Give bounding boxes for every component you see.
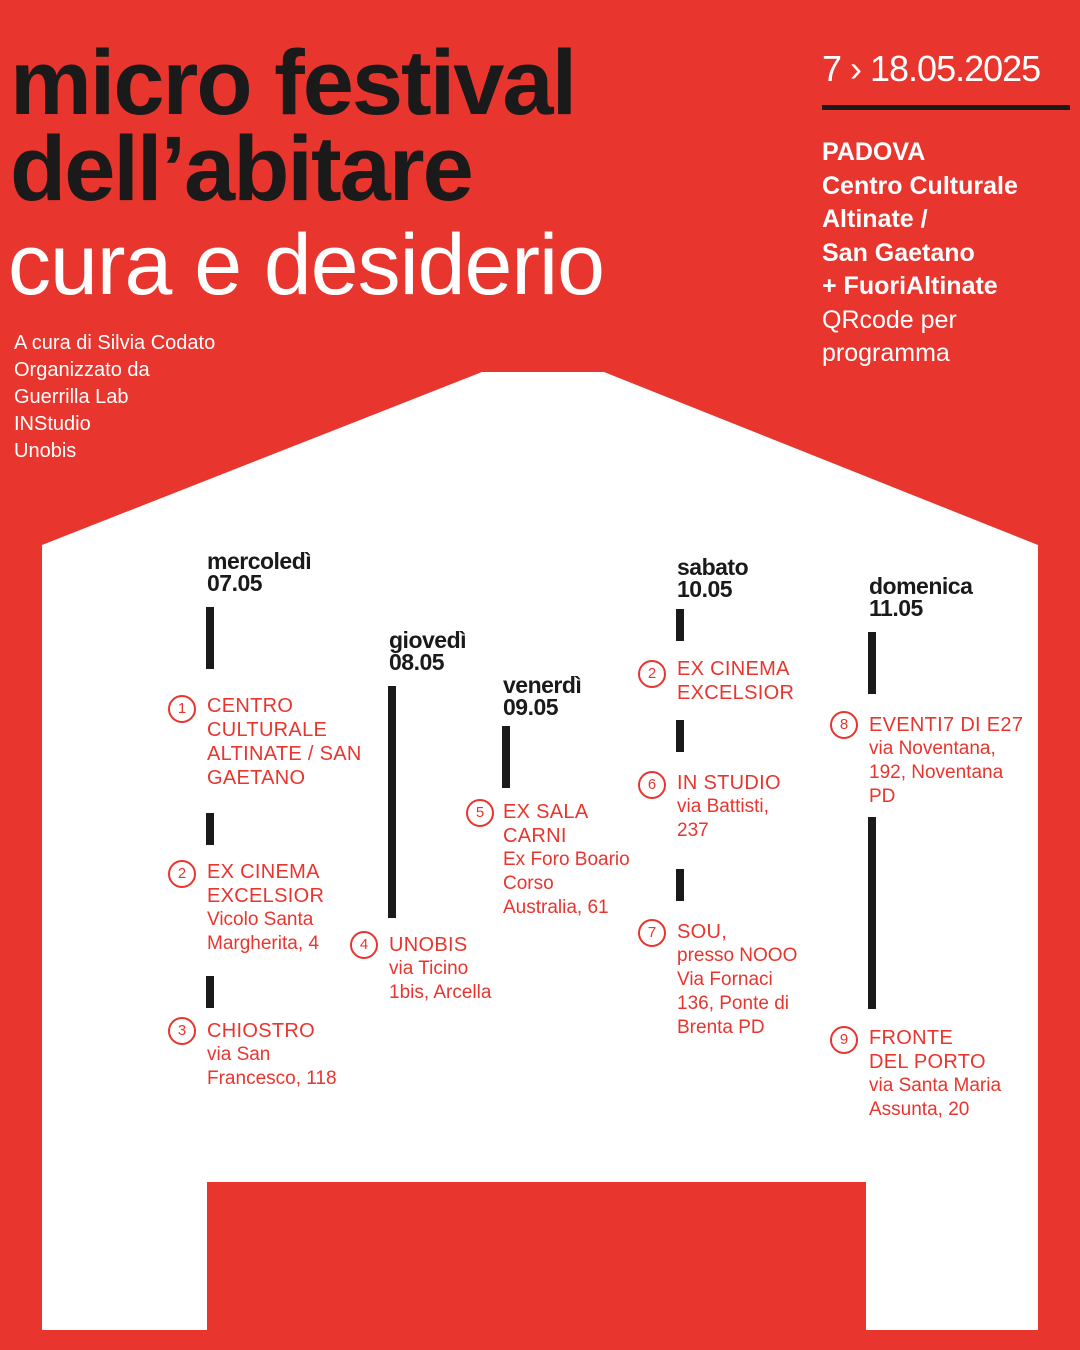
event-name: FRONTE bbox=[869, 1027, 954, 1049]
event-name: EVENTI7 DI E27 bbox=[869, 714, 1024, 736]
event-number-badge: 4 bbox=[350, 931, 378, 959]
day-name: sabato bbox=[677, 554, 749, 580]
event-number-badge: 3 bbox=[168, 1017, 196, 1045]
timeline-bar bbox=[676, 720, 684, 752]
event-name: SOU, bbox=[677, 921, 728, 943]
event-number-badge: 8 bbox=[830, 711, 858, 739]
timeline-bar bbox=[206, 976, 214, 1008]
timeline-bar bbox=[676, 869, 684, 901]
timeline-bar bbox=[868, 817, 876, 1009]
credits bbox=[14, 330, 215, 465]
event-name: ALTINATE / SAN bbox=[207, 743, 362, 765]
day-date: 09.05 bbox=[503, 694, 559, 720]
day-name: domenica bbox=[869, 573, 973, 599]
event-number-badge: 2 bbox=[168, 860, 196, 888]
event-address: Corso bbox=[503, 873, 554, 894]
event-number-badge: 7 bbox=[638, 919, 666, 947]
timeline-bar bbox=[868, 632, 876, 694]
title-line-1: micro festival bbox=[10, 32, 576, 134]
subtitle: cura e desiderio bbox=[8, 217, 604, 313]
credit-line: A cura di Silvia Codato bbox=[14, 332, 216, 354]
event-address: Brenta PD bbox=[677, 1017, 765, 1038]
event-chiostro bbox=[207, 1019, 337, 1091]
timeline-bar bbox=[676, 609, 684, 641]
venue-city: PADOVA bbox=[822, 138, 926, 166]
timeline-bar bbox=[206, 607, 214, 669]
event-address: Vicolo Santa bbox=[207, 909, 314, 930]
event-number-badge: 6 bbox=[638, 771, 666, 799]
event-name: CHIOSTRO bbox=[207, 1020, 315, 1042]
event-address: 136, Ponte di bbox=[677, 993, 789, 1014]
event-name: GAETANO bbox=[207, 767, 306, 789]
day-date: 10.05 bbox=[677, 576, 733, 602]
event-name: CENTRO bbox=[207, 695, 294, 717]
timeline-bar bbox=[388, 686, 396, 918]
venue-line: San Gaetano bbox=[822, 238, 975, 267]
venue-line: Altinate / bbox=[822, 205, 928, 233]
credit-line: INStudio bbox=[14, 413, 91, 435]
day-friday bbox=[503, 674, 581, 718]
venue-line: + FuoriAltinate bbox=[822, 272, 998, 300]
event-address: via Battisti, bbox=[677, 796, 769, 817]
event-name: IN STUDIO bbox=[677, 772, 781, 794]
credit-line: Unobis bbox=[14, 440, 77, 462]
event-address: via Noventana, bbox=[869, 738, 996, 759]
event-name: UNOBIS bbox=[389, 934, 468, 956]
venue-info bbox=[822, 136, 1018, 371]
event-number-badge: 9 bbox=[830, 1026, 858, 1054]
day-wednesday bbox=[207, 550, 311, 594]
event-number-badge: 2 bbox=[638, 660, 666, 688]
day-thursday bbox=[389, 629, 466, 673]
event-ex-cinema-excelsior-saturday bbox=[677, 657, 794, 705]
event-address: via Ticino bbox=[389, 958, 469, 979]
event-address: 1bis, Arcella bbox=[389, 982, 492, 1003]
event-centro-culturale bbox=[207, 694, 362, 790]
day-date: 07.05 bbox=[207, 570, 263, 596]
timeline-bar bbox=[502, 726, 510, 788]
event-in-studio bbox=[677, 771, 781, 843]
event-fronte-del-porto bbox=[869, 1026, 1001, 1122]
day-name: giovedì bbox=[389, 627, 467, 653]
event-address: via San bbox=[207, 1044, 271, 1065]
credit-line: Guerrilla Lab bbox=[14, 386, 129, 408]
event-number-badge: 5 bbox=[466, 799, 494, 827]
day-sunday bbox=[869, 575, 972, 619]
event-name: EXCELSIOR bbox=[677, 682, 795, 704]
event-eventi7-di-e27 bbox=[869, 713, 1023, 809]
event-address: Via Fornaci bbox=[677, 969, 773, 990]
festival-dates: 7 › 18.05.2025 bbox=[822, 48, 1041, 89]
event-ex-sala-carni bbox=[503, 800, 630, 920]
day-date: 11.05 bbox=[869, 595, 923, 621]
event-name: EX CINEMA bbox=[207, 861, 320, 883]
day-name: mercoledì bbox=[207, 548, 312, 574]
timeline-bar bbox=[206, 813, 214, 845]
event-address: via Santa Maria bbox=[869, 1075, 1002, 1096]
event-address: 237 bbox=[677, 820, 709, 841]
event-name: EXCELSIOR bbox=[207, 885, 325, 907]
qrcode-note: programma bbox=[822, 339, 950, 367]
event-address: Margherita, 4 bbox=[207, 933, 319, 954]
event-name: EX CINEMA bbox=[677, 658, 790, 680]
event-name: CULTURALE bbox=[207, 719, 328, 741]
event-sou bbox=[677, 920, 797, 1040]
venue-line: Centro Culturale bbox=[822, 171, 1018, 200]
event-address: Assunta, 20 bbox=[869, 1099, 970, 1120]
event-address: Francesco, 118 bbox=[207, 1068, 337, 1089]
event-address: Ex Foro Boario bbox=[503, 849, 630, 870]
event-name: DEL PORTO bbox=[869, 1051, 986, 1073]
credit-line: Organizzato da bbox=[14, 359, 150, 381]
dates-rule bbox=[822, 105, 1070, 110]
event-unobis bbox=[389, 933, 491, 1005]
event-name: CARNI bbox=[503, 825, 567, 847]
day-name: venerdì bbox=[503, 672, 582, 698]
day-saturday bbox=[677, 556, 748, 600]
qrcode-note: QRcode per bbox=[822, 305, 957, 334]
event-address: Australia, 61 bbox=[503, 897, 609, 918]
event-address: PD bbox=[869, 786, 896, 807]
event-address: 192, Noventana bbox=[869, 762, 1004, 783]
title-line-2: dell’abitare bbox=[10, 118, 472, 220]
event-address: presso NOOO bbox=[677, 945, 798, 966]
event-number-badge: 1 bbox=[168, 695, 196, 723]
day-date: 08.05 bbox=[389, 649, 445, 675]
event-name: EX SALA bbox=[503, 801, 589, 823]
event-ex-cinema-excelsior bbox=[207, 860, 324, 956]
